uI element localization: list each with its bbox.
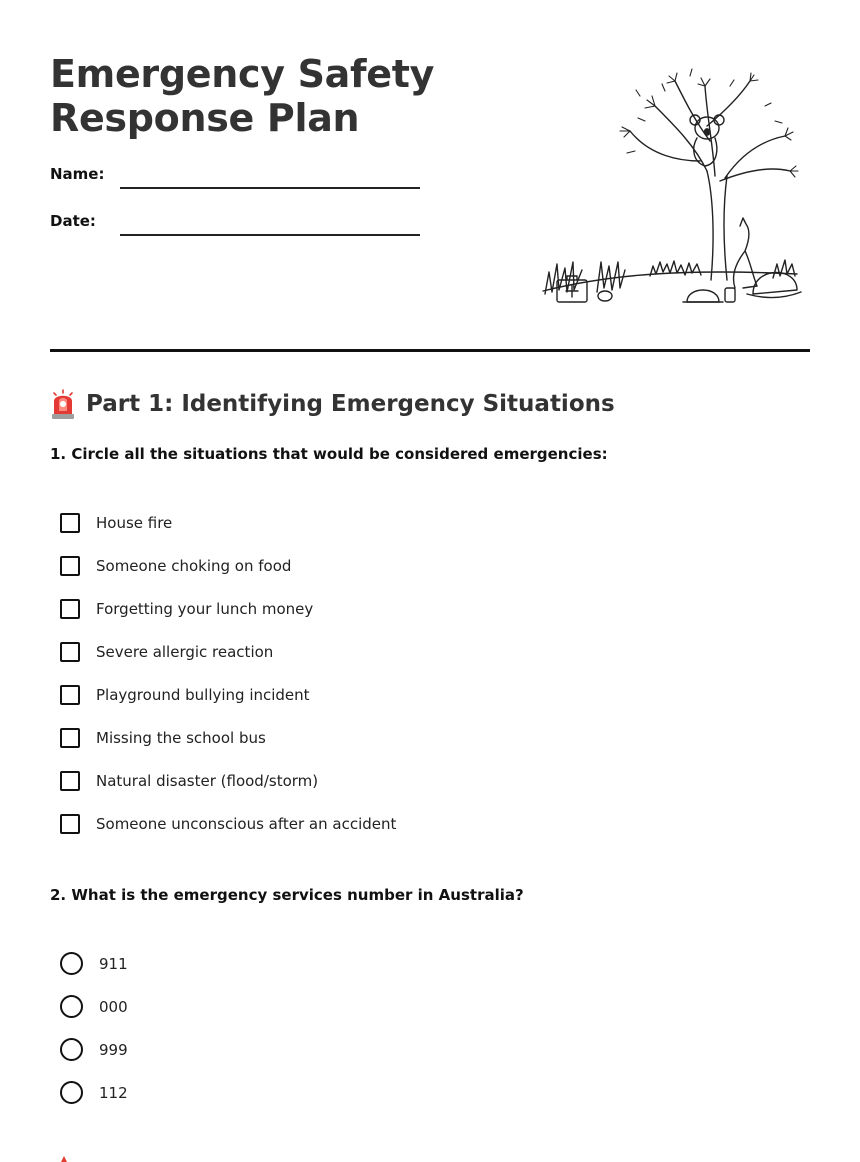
name-label: Name:	[50, 165, 105, 183]
checkbox[interactable]	[60, 599, 80, 619]
siren-icon	[50, 389, 76, 419]
question-1-options	[60, 501, 396, 845]
option-label: Missing the school bus	[96, 728, 266, 747]
radio-option[interactable]	[60, 1028, 128, 1071]
option-label: Playground bullying incident	[96, 685, 310, 704]
checkbox-option[interactable]	[60, 630, 396, 673]
option-label: Someone unconscious after an accident	[96, 814, 397, 833]
section-divider	[50, 349, 810, 352]
checkbox[interactable]	[60, 814, 80, 834]
part1-heading	[50, 386, 615, 422]
name-field[interactable]	[120, 187, 420, 189]
checkbox-option[interactable]	[60, 802, 396, 845]
checkbox-option[interactable]	[60, 716, 396, 759]
checkbox-option[interactable]	[60, 673, 396, 716]
koala-tree-kangaroo-illustration-icon	[535, 66, 805, 316]
option-label: 999	[99, 1040, 128, 1059]
page-title	[50, 52, 434, 140]
question-1: 1. Circle all the situations that would be considered emergencies:	[50, 445, 608, 463]
option-label: Natural disaster (flood/storm)	[96, 771, 319, 790]
next-section-icon-partial	[60, 1156, 68, 1162]
radio-option[interactable]	[60, 985, 128, 1028]
radio-option[interactable]	[60, 942, 128, 985]
checkbox[interactable]	[60, 771, 80, 791]
question-2-options	[60, 942, 128, 1114]
title-line-2: Response Plan	[50, 96, 360, 140]
date-label: Date:	[50, 212, 96, 230]
checkbox[interactable]	[60, 642, 80, 662]
radio-option[interactable]	[60, 1071, 128, 1114]
option-label: Severe allergic reaction	[96, 642, 274, 661]
option-label: Someone choking on food	[96, 556, 292, 575]
option-label: 000	[99, 997, 128, 1016]
checkbox[interactable]	[60, 728, 80, 748]
title-line-1: Emergency Safety	[50, 52, 435, 96]
question-2: 2. What is the emergency services number in Australia?	[50, 886, 524, 904]
checkbox[interactable]	[60, 513, 80, 533]
part1-heading-text: Part 1: Identifying Emergency Situations	[86, 391, 615, 417]
option-label: Forgetting your lunch money	[96, 599, 314, 618]
option-label: 911	[99, 954, 128, 973]
radio-button[interactable]	[60, 995, 83, 1018]
checkbox-option[interactable]	[60, 759, 396, 802]
option-label: 112	[99, 1083, 128, 1102]
radio-button[interactable]	[60, 952, 83, 975]
checkbox-option[interactable]	[60, 501, 396, 544]
date-field[interactable]	[120, 234, 420, 236]
radio-button[interactable]	[60, 1038, 83, 1061]
checkbox[interactable]	[60, 685, 80, 705]
option-label: House fire	[96, 513, 173, 532]
checkbox-option[interactable]	[60, 587, 396, 630]
radio-button[interactable]	[60, 1081, 83, 1104]
checkbox-option[interactable]	[60, 544, 396, 587]
checkbox[interactable]	[60, 556, 80, 576]
